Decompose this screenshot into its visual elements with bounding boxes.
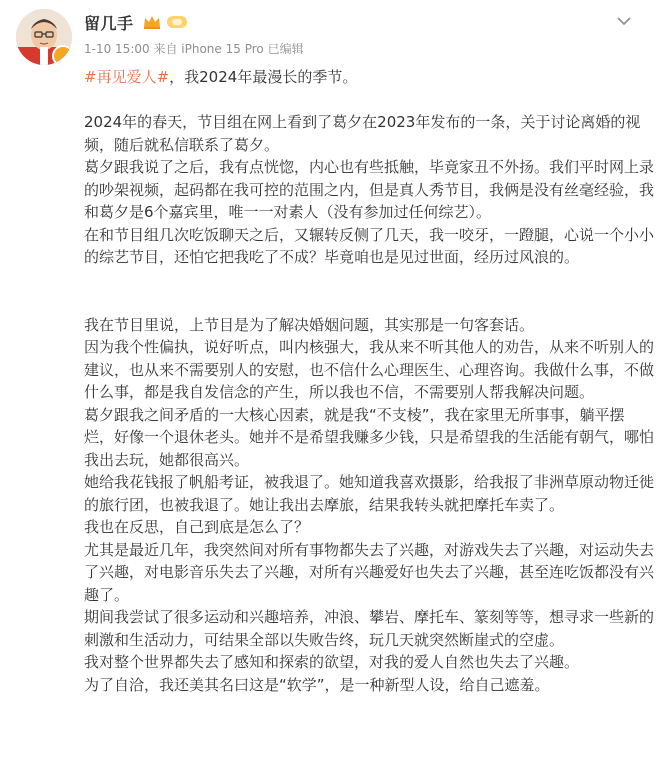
post-timestamp[interactable]: 1-10 15:00 bbox=[84, 42, 150, 56]
paragraph: 在和节目组几次吃饭聊天之后，又辗转反侧了几天，我一咬牙，一蹬腿，心说一个小小的综艺节目，还怕它把我吃了不成？毕竟咱也是见过世面，经历过风浪的。 bbox=[84, 225, 655, 266]
blank-line bbox=[84, 89, 654, 112]
paragraph: 我在节目里说，上节目是为了解决婚姻问题，其实那是一句客套话。 bbox=[84, 315, 535, 334]
more-chevron-icon[interactable] bbox=[617, 16, 631, 26]
paragraph: 为了自洽，我还美其名曰这是“软学”，是一种新型人设，给自己遮羞。 bbox=[84, 675, 550, 694]
author-name[interactable]: 留几手 bbox=[84, 13, 134, 33]
paragraph: 她给我花钱报了帆船考证，被我退了。她知道我喜欢摄影，给我报了非洲草原动物迁徙的旅行团，也被我退了。她让我出去摩旅，结果我转头就把摩托车卖了。 bbox=[84, 473, 655, 514]
paragraph: 葛夕跟我说了之后，我有点恍惚，内心也有些抵触，毕竟家丑不外扬。我们平时网上录的吵架视频，起码都在我可控的范围之内，但是真人秀节目，我俩是没有丝毫经验，我和葛夕是6个嘉宾里，唯一一对素人（没有参加过任何综艺）。 bbox=[84, 158, 655, 221]
paragraph: 2024年的春天，节目组在网上看到了葛夕在2023年发布的一条，关于讨论离婚的视频，随后就私信联系了葛夕。 bbox=[84, 113, 641, 154]
post-body bbox=[84, 66, 654, 696]
post-lead-line bbox=[84, 66, 654, 89]
post-source: 来自 iPhone 15 Pro bbox=[153, 42, 264, 56]
blank-line bbox=[84, 291, 654, 314]
paragraph: 尤其是最近几年，我突然间对所有事物都失去了兴趣，对游戏失去了兴趣，对运动失去了兴趣，对电影音乐失去了兴趣，对所有兴趣爱好也失去了兴趣，甚至连吃饭都没有兴趣了。 bbox=[84, 540, 655, 604]
paragraph: 期间我尝试了很多运动和兴趣培养，冲浪、攀岩、摩托车、篆刻等等，想寻求一些新的刺激和生活动力，可结果全部以失败告终，玩几天就突然断崖式的空虚。 bbox=[84, 608, 655, 649]
blank-line bbox=[84, 269, 654, 292]
post-header bbox=[84, 10, 647, 60]
edited-label[interactable]: 已编辑 bbox=[267, 42, 304, 56]
post-meta bbox=[84, 40, 647, 57]
lead-text: ，我2024年最漫长的季节。 bbox=[169, 68, 358, 86]
vip-crown-icon[interactable] bbox=[142, 14, 162, 30]
paragraph: 因为我个性偏执，说好听点，叫内核强大，我从来不听其他人的劝告，从来不听别人的建议，也从来不需要别人的安慰，也不信什么心理医生、心理咨询。我做什么事，不做什么事，都是我自发信念的产生，所以我也不信，不需要别人帮我解决问题。 bbox=[84, 338, 655, 401]
avatar[interactable] bbox=[16, 9, 72, 65]
verified-badge-icon bbox=[52, 45, 72, 65]
level-icon[interactable] bbox=[166, 14, 188, 30]
paragraph: 葛夕跟我之间矛盾的一大核心因素，就是我“不支棱”，我在家里无所事事，躺平摆烂，好像一个退休老头。她并不是希望我赚多少钱，只是希望我的生活能有朝气，哪怕我出去玩，她都很高兴。 bbox=[84, 405, 655, 469]
hashtag-link[interactable]: #再见爱人# bbox=[84, 68, 170, 86]
paragraph: 我也在反思，自己到底是怎么了？ bbox=[84, 518, 310, 536]
paragraph: 我对整个世界都失去了感知和探索的欲望，对我的爱人自然也失去了兴趣。 bbox=[84, 653, 580, 671]
